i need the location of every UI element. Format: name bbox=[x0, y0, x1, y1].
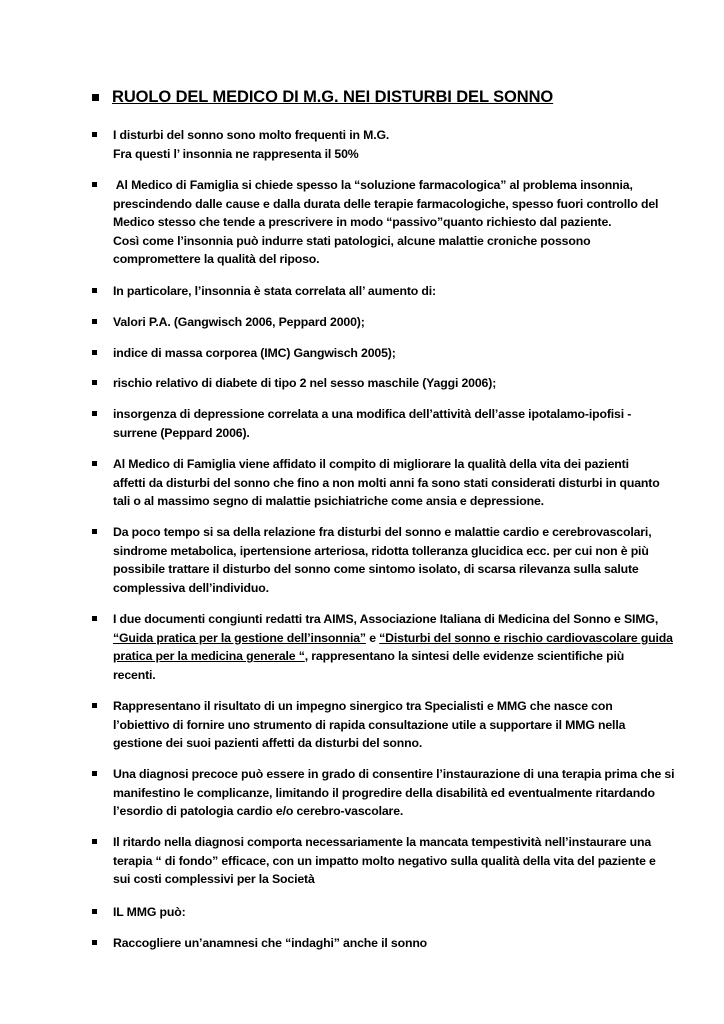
conjunction-text: e bbox=[365, 630, 380, 645]
text-line: Raccogliere un’anamnesi che “indaghi” anche il sonno bbox=[113, 936, 428, 950]
square-bullet-icon bbox=[92, 461, 97, 466]
text-line: IL MMG può: bbox=[113, 905, 186, 919]
text-line: complessiva dell’individuo. bbox=[113, 580, 269, 595]
list-item-text bbox=[113, 934, 427, 953]
text-line: compromettere la qualità del riposo. bbox=[113, 252, 320, 266]
list-item bbox=[92, 344, 672, 363]
text-line bbox=[113, 629, 673, 648]
document-title: RUOLO DEL MEDICO DI M.G. NEI DISTURBI DEL SONNO bbox=[112, 88, 554, 106]
square-bullet-icon bbox=[92, 529, 97, 534]
list-item bbox=[92, 765, 675, 821]
text-line: indice di massa corporea (IMC) Gangwisch 2005); bbox=[113, 346, 396, 360]
text-line: Fra questi l’ insonnia ne rappresenta il 50% bbox=[113, 146, 359, 161]
list-item-text bbox=[113, 610, 673, 684]
text-line: surrene (Peppard 2006). bbox=[113, 425, 250, 440]
text-line: I due documenti congiunti redatti tra AIMS, Associazione Italiana di Medicina del Sonno e SIMG, bbox=[113, 612, 659, 626]
list-item-text bbox=[113, 903, 186, 922]
list-item bbox=[92, 903, 672, 922]
square-bullet-icon bbox=[92, 319, 97, 324]
text-line: l’obiettivo di fornire uno strumento di rapida consultazione utile a supportare il MMG nella bbox=[113, 717, 626, 732]
square-bullet-icon bbox=[92, 771, 97, 776]
text-line: tali o al massimo segno di malattie psichiatriche come ansia e depressione. bbox=[113, 494, 544, 508]
square-bullet-icon bbox=[92, 132, 97, 137]
text-line: rischio relativo di diabete di tipo 2 nel sesso maschile (Yaggi 2006); bbox=[113, 376, 497, 390]
text-line: Così come l’insonnia può indurre stati patologici, alcune malattie croniche possono bbox=[113, 233, 591, 248]
text-line: affetti da disturbi del sonno che fino a non molti anni fa sono stati considerati disturbi in quanto bbox=[113, 475, 660, 490]
list-item-text bbox=[113, 374, 496, 393]
text-line: insorgenza di depressione correlata a una modifica dell’attività dell’asse ipotalamo-ipofisi - bbox=[113, 407, 632, 421]
list-item bbox=[92, 455, 672, 511]
text-line: possibile trattare il disturbo del sonno come sintomo isolato, di scarsa rilevanza sulla salute bbox=[113, 562, 639, 576]
text-line: I disturbi del sonno sono molto frequenti in M.G. bbox=[113, 128, 390, 142]
list-item-text bbox=[113, 282, 436, 301]
list-item bbox=[92, 934, 672, 953]
text-line: l’esordio di patologia cardio e/o cerebro-vascolare. bbox=[113, 804, 404, 818]
list-item-text bbox=[113, 833, 656, 889]
list-item-text bbox=[113, 697, 625, 753]
text-line: Una diagnosi precoce può essere in grado di consentire l’instaurazione di una terapia prima che si bbox=[113, 767, 675, 781]
square-bullet-icon bbox=[92, 94, 99, 101]
text-line: Il ritardo nella diagnosi comporta necessariamente la mancata tempestività nell’instaurare una bbox=[113, 835, 652, 849]
text-line: sindrome metabolica, ipertensione arteriosa, ridotta tolleranza glucidica ecc. per cui non è più bbox=[113, 543, 649, 558]
list-item-text bbox=[113, 765, 674, 821]
text-line bbox=[113, 647, 673, 666]
list-item bbox=[92, 126, 672, 163]
list-item bbox=[92, 833, 672, 889]
list-item-text bbox=[113, 313, 365, 332]
square-bullet-icon bbox=[92, 380, 97, 385]
text-line: Da poco tempo si sa della relazione fra disturbi del sonno e malattie cardio e cerebrovascolari, bbox=[113, 525, 652, 539]
square-bullet-icon bbox=[92, 350, 97, 355]
square-bullet-icon bbox=[92, 703, 97, 708]
text-line: Al Medico di Famiglia si chiede spesso la “soluzione farmacologica” al problema insonnia, bbox=[113, 178, 633, 192]
list-item bbox=[92, 697, 672, 753]
document-title-disturbi-sonno-part1: “Disturbi del sonno e rischio cardiovascolare guida bbox=[379, 630, 673, 645]
text-line: terapia “ di fondo” efficace, con un impatto molto negativo sulla qualità della vita del paziente e bbox=[113, 853, 656, 868]
list-item-text bbox=[113, 455, 660, 511]
text-line: Valori P.A. (Gangwisch 2006, Peppard 2000); bbox=[113, 315, 365, 329]
list-item-text bbox=[113, 344, 396, 363]
text-line: Rappresentano il risultato di un impegno sinergico tra Specialisti e MMG che nasce con bbox=[113, 699, 613, 713]
list-item bbox=[92, 374, 672, 393]
list-item-text bbox=[113, 405, 631, 442]
text-fragment: , rappresentano la sintesi delle evidenze scientifiche più bbox=[304, 649, 625, 663]
square-bullet-icon bbox=[92, 288, 97, 293]
list-item bbox=[92, 405, 672, 442]
text-line: manifestino le complicanze, limitando il progredire della disabilità ed eventualmente ritardando bbox=[113, 785, 655, 800]
square-bullet-icon bbox=[92, 909, 97, 914]
text-line: gestione dei suoi pazienti affetti da disturbi del sonno. bbox=[113, 736, 423, 750]
document-title-guida-insonnia: “Guida pratica per la gestione dell’insonnia” bbox=[113, 630, 366, 645]
list-item bbox=[92, 176, 672, 269]
list-item bbox=[92, 282, 672, 301]
text-line: Medico stesso che tende a prescrivere in modo “passivo”quanto richiesto dal paziente. bbox=[113, 215, 612, 229]
list-item bbox=[92, 523, 672, 597]
text-line: In particolare, l’insonnia è stata correlata all’ aumento di: bbox=[113, 284, 436, 298]
text-line: sui costi complessivi per la Società bbox=[113, 872, 315, 886]
list-item-text bbox=[113, 176, 658, 269]
square-bullet-icon bbox=[92, 182, 97, 187]
text-line: prescindendo dalle cause e dalla durata delle terapie farmacologiche, spesso fuori controllo del bbox=[113, 196, 659, 211]
list-item bbox=[92, 313, 672, 332]
square-bullet-icon bbox=[92, 940, 97, 945]
text-line: Al Medico di Famiglia viene affidato il compito di migliorare la qualità della vita dei pazienti bbox=[113, 457, 629, 471]
list-item-text bbox=[113, 126, 389, 163]
list-item bbox=[92, 610, 672, 684]
text-line: recenti. bbox=[113, 667, 156, 682]
document-title-row bbox=[92, 88, 692, 107]
square-bullet-icon bbox=[92, 616, 97, 621]
square-bullet-icon bbox=[92, 411, 97, 416]
square-bullet-icon bbox=[92, 839, 97, 844]
document-title-disturbi-sonno-part2: pratica per la medicina generale “ bbox=[113, 649, 305, 663]
list-item-text bbox=[113, 523, 651, 597]
